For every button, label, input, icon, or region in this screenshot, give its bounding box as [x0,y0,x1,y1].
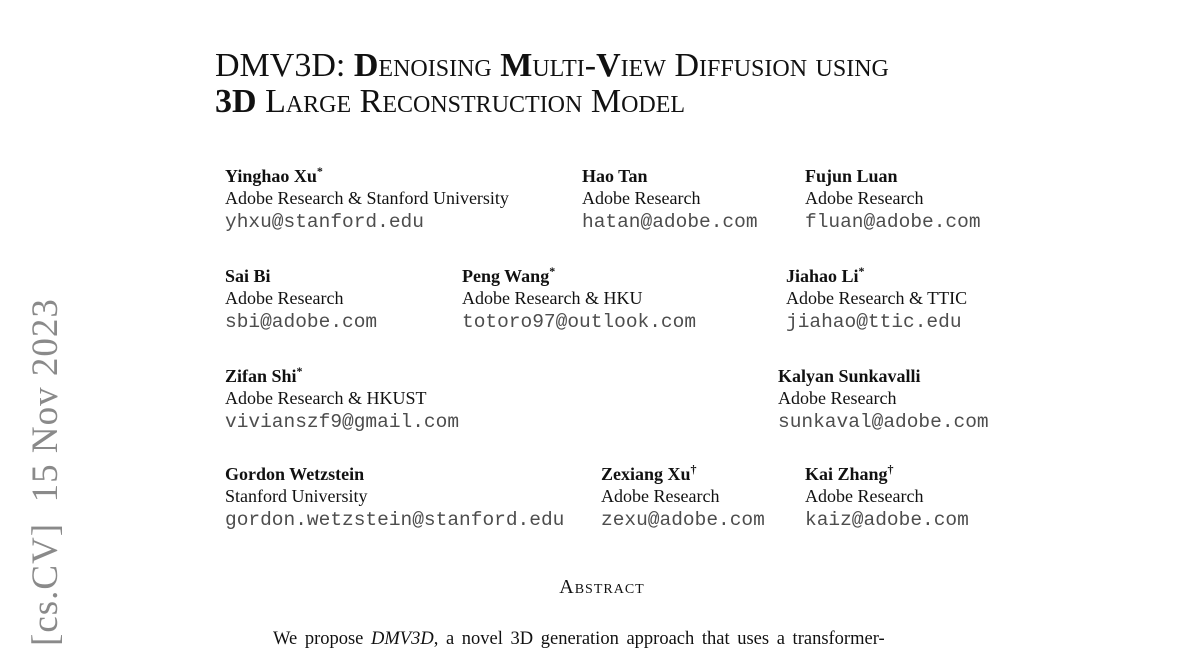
author-email: hatan@adobe.com [582,211,758,233]
author-email: fluan@adobe.com [805,211,981,233]
author-email: sbi@adobe.com [225,311,378,333]
title-segment: Large Reconstruction Model [256,83,686,120]
author-name-text: Hao Tan [582,166,648,186]
author-footnote-mark: * [549,264,556,278]
author-name-text: Kalyan Sunkavalli [778,366,921,386]
author-block [805,160,981,234]
author-block [778,360,989,434]
author-affiliation: Stanford University [225,486,368,506]
author-email: yhxu@stanford.edu [225,211,424,233]
author-block [601,458,765,532]
abstract-text: We propose [273,629,372,648]
author-affiliation: Adobe Research & HKU [462,288,643,308]
author-name-text: Peng Wang [462,266,550,286]
paper-title-line2 [215,84,1015,120]
title-segment: iew [620,47,675,84]
title-segment: 3D [215,83,257,120]
author-affiliation: Adobe Research & Stanford University [225,188,509,208]
author-email: totoro97@outlook.com [462,311,697,333]
author-block [582,160,758,234]
paper-title [215,48,1015,120]
paper-title-line1 [215,48,1015,84]
title-segment: ulti- [532,47,597,84]
author-email: gordon.wetzstein@stanford.edu [225,509,565,531]
author-email: zexu@adobe.com [601,509,765,531]
author-footnote-mark: † [690,462,697,476]
author-affiliation: Adobe Research [225,288,344,308]
author-affiliation: Adobe Research & TTIC [786,288,968,308]
author-name-text: Gordon Wetzstein [225,464,365,484]
title-segment: V [596,47,621,84]
title-segment: DMV3D: [215,47,354,84]
author-affiliation: Adobe Research [582,188,701,208]
author-email: sunkaval@adobe.com [778,411,989,433]
arxiv-stamp: [cs.CV] 15 Nov 2023 [25,298,66,646]
abstract-first-line [273,628,953,648]
author-email: kaiz@adobe.com [805,509,969,531]
author-name-text: Fujun Luan [805,166,898,186]
author-name [805,458,969,485]
author-name [778,360,989,387]
author-name [225,458,564,485]
author-name-text: Sai Bi [225,266,271,286]
author-name [786,260,967,287]
author-affiliation: Adobe Research [805,486,924,506]
author-name [582,160,758,187]
author-block [805,458,969,532]
author-name [225,260,377,287]
author-name-text: Yinghao Xu [225,166,317,186]
title-segment: D [353,47,379,84]
author-footnote-mark: * [316,164,323,178]
abstract-paper-name: DMV3D [371,629,434,648]
author-block [225,260,377,334]
author-block [225,160,509,234]
author-name [805,160,981,187]
author-email: vivianszf9@gmail.com [225,411,460,433]
abstract-heading: Abstract [559,576,645,598]
author-name-text: Jiahao Li [786,266,859,286]
abstract-text: , a novel 3D generation approach that uses a transformer- [433,629,885,648]
author-block [786,260,967,334]
title-segment: Diffusion using [674,47,889,84]
author-name-text: Zifan Shi [225,366,297,386]
author-name-text: Kai Zhang [805,464,888,484]
author-block [225,458,564,532]
author-name [601,458,765,485]
author-name-text: Zexiang Xu [601,464,691,484]
author-footnote-mark: * [858,264,865,278]
author-block [225,360,459,434]
author-footnote-mark: * [296,364,303,378]
author-affiliation: Adobe Research & HKUST [225,388,427,408]
author-name [225,160,509,187]
author-footnote-mark: † [887,462,894,476]
title-segment: enoising [378,47,501,84]
author-name [462,260,696,287]
author-affiliation: Adobe Research [805,188,924,208]
author-name [225,360,459,387]
title-segment: M [500,47,533,84]
author-block [462,260,696,334]
author-affiliation: Adobe Research [601,486,720,506]
author-email: jiahao@ttic.edu [786,311,962,333]
author-affiliation: Adobe Research [778,388,897,408]
